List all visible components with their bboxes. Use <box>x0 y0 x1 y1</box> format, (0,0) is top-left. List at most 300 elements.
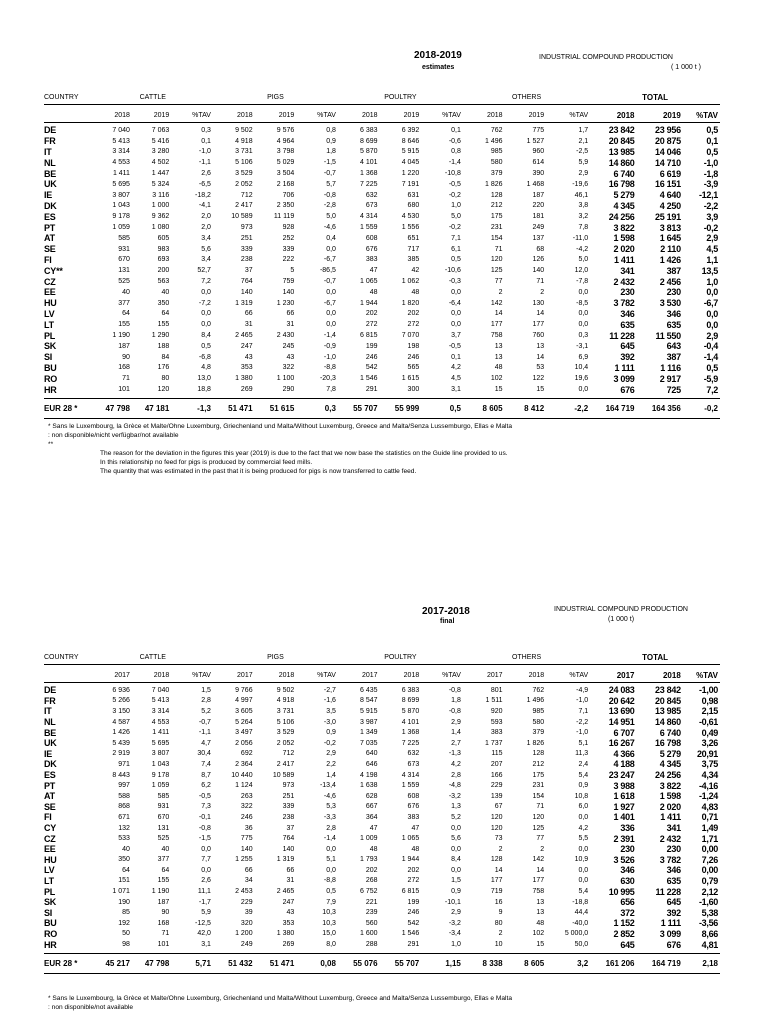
table-cell: 5 264 <box>235 718 253 726</box>
table-cell: 3 099 <box>659 928 681 939</box>
table-cell: 168 <box>118 364 130 372</box>
table-cell: 291 <box>365 386 378 394</box>
table-cell: 0,79 <box>701 875 718 886</box>
table-cell: 1 496 <box>526 697 545 705</box>
table-cell: 5 279 <box>659 748 681 759</box>
table-cell: 190 <box>118 898 130 906</box>
country-code: SK <box>44 341 57 352</box>
table-cell: 0,0 <box>326 845 336 853</box>
table-cell: 6,0 <box>578 803 589 811</box>
table-row <box>44 125 720 136</box>
table-cell: -2,7 <box>323 686 336 694</box>
table-cell: -6,7 <box>703 298 718 309</box>
country-code: EE <box>44 287 56 298</box>
table-cell: 379 <box>532 729 545 737</box>
table-cell: 346 <box>620 865 635 876</box>
table-cell: 9 178 <box>112 213 130 221</box>
table-cell: 5,6 <box>201 245 211 253</box>
table-cell: 1 826 <box>526 739 545 747</box>
table-cell: 1,3 <box>451 803 461 811</box>
table-cell: 11 119 <box>273 213 295 221</box>
table-row <box>44 812 720 823</box>
table-cell: 973 <box>240 224 253 232</box>
eu-total-cell: 164 719 <box>605 403 635 413</box>
table-cell: 8,66 <box>701 928 718 939</box>
table-cell: 383 <box>490 729 503 737</box>
table-cell: 0,4 <box>326 234 336 242</box>
table-cell: 3,26 <box>701 738 718 749</box>
eu-total-cell: 161 206 <box>605 958 635 968</box>
country-code: AT <box>44 791 55 802</box>
table-cell: 20 845 <box>608 136 635 147</box>
table-cell: 199 <box>407 898 420 906</box>
table-cell: -6,5 <box>198 180 211 188</box>
table-row <box>44 341 720 352</box>
table-cell: 67 <box>494 803 503 811</box>
eu-total-label: EUR 28 * <box>44 403 78 413</box>
table-cell: 667 <box>365 803 378 811</box>
table-cell: 0,00 <box>701 844 718 855</box>
table-cell: 16 798 <box>655 738 681 749</box>
table-cell: 1 944 <box>360 299 378 307</box>
table-cell: 199 <box>365 342 378 350</box>
table-cell: -0,8 <box>448 707 461 715</box>
table-cell: 3 150 <box>112 707 130 715</box>
table-cell: 7,1 <box>451 234 461 242</box>
column-header-2017: 2017 <box>362 671 378 679</box>
table-cell: 339 <box>282 803 295 811</box>
table-cell: 139 <box>490 792 503 800</box>
table-cell: 14 <box>494 866 503 874</box>
table-cell: 580 <box>532 718 545 726</box>
table-cell: 1 546 <box>401 930 420 938</box>
table-cell: 2 <box>498 288 503 296</box>
table-cell: -4,2 <box>576 245 589 253</box>
table-cell: 120 <box>157 386 170 394</box>
table-cell: 9 576 <box>276 126 295 134</box>
table-cell: 1,5 <box>451 877 461 885</box>
table-cell: 25 191 <box>655 211 681 222</box>
table-cell: -3,1 <box>576 342 589 350</box>
table-cell: 246 <box>407 353 420 361</box>
table-cell: 563 <box>157 278 170 286</box>
country-code: SI <box>44 352 53 363</box>
table-cell: 0,0 <box>451 288 461 296</box>
table-cell: 3 822 <box>659 780 681 791</box>
table-cell: 142 <box>490 299 503 307</box>
country-code: IE <box>44 748 53 759</box>
table-cell: 198 <box>407 342 420 350</box>
column-header-tav: %TAV <box>192 671 211 679</box>
table-cell: 154 <box>532 792 545 800</box>
table-cell: 0,0 <box>706 308 718 319</box>
table-cell: -19,6 <box>572 180 589 188</box>
table-cell: -1,5 <box>323 159 336 167</box>
table-cell: 64 <box>161 866 170 874</box>
table-cell: -1,4 <box>323 835 336 843</box>
column-header-tav: %TAV <box>317 111 336 119</box>
table-title: 2018-2019 <box>414 50 462 61</box>
table-cell: 15 <box>536 941 545 949</box>
eu-total-cell: 0,5 <box>449 403 461 413</box>
table-cell: 1 190 <box>112 332 130 340</box>
table-cell: 212 <box>532 760 545 768</box>
table-row <box>44 298 720 309</box>
table-cell: 5 266 <box>112 697 130 705</box>
table-cell: 706 <box>282 191 295 199</box>
table-cell: 758 <box>532 888 545 896</box>
eu-total-cell: 8 605 <box>482 403 503 413</box>
table-cell: 5,38 <box>701 907 718 918</box>
table-cell: 52,7 <box>197 267 211 275</box>
table-cell: 0,1 <box>201 137 211 145</box>
table-cell: 392 <box>620 352 635 363</box>
country-code: PL <box>44 886 56 897</box>
table-cell: 246 <box>407 909 420 917</box>
table-cell: 336 <box>620 823 635 834</box>
table-cell: 31 <box>244 321 253 329</box>
table-cell: 131 <box>157 824 170 832</box>
table-cell: 764 <box>282 835 295 843</box>
column-header-2017: 2017 <box>237 671 253 679</box>
table-cell: 2 364 <box>235 760 253 768</box>
table-cell: 931 <box>157 803 170 811</box>
table-cell: 1 000 <box>151 202 170 210</box>
table-cell: 0,0 <box>578 845 589 853</box>
table-cell: 631 <box>407 191 420 199</box>
table-cell: 3,9 <box>706 211 718 222</box>
table-cell: -1,0 <box>576 697 589 705</box>
group-header-others: OTHERS <box>511 94 542 102</box>
eu-total-cell: -2,2 <box>574 403 589 413</box>
country-code: NL <box>44 157 56 168</box>
table-row <box>44 265 720 276</box>
table-cell: 7,2 <box>706 384 718 395</box>
table-cell: 16 <box>494 898 503 906</box>
table-cell: -1,4 <box>448 159 461 167</box>
table-cell: 525 <box>118 278 130 286</box>
table-cell: 3 782 <box>659 854 681 865</box>
table-cell: 239 <box>365 909 378 917</box>
table-cell: 101 <box>157 941 170 949</box>
table-cell: 128 <box>532 750 545 758</box>
table-cell: -6,4 <box>448 299 461 307</box>
table-row <box>44 844 720 855</box>
table-cell: 646 <box>365 760 378 768</box>
table-cell: -86,5 <box>319 267 336 275</box>
table-cell: 238 <box>240 256 253 264</box>
table-cell: 1 380 <box>276 930 295 938</box>
table-cell: 2,9 <box>706 330 718 341</box>
table-cell: 2 <box>498 930 503 938</box>
table-cell: 341 <box>666 823 681 834</box>
table-cell: 3,7 <box>451 332 461 340</box>
table-cell: 5,4 <box>578 888 589 896</box>
table-cell: 0,5 <box>326 888 336 896</box>
table-cell: 42 <box>411 267 420 275</box>
table-cell: 6 707 <box>613 727 635 738</box>
table-cell: 379 <box>490 170 503 178</box>
table-cell: 971 <box>118 760 130 768</box>
table-cell: 3 504 <box>276 170 295 178</box>
table-cell: 47 <box>369 267 378 275</box>
table-cell: 4,5 <box>706 244 718 255</box>
table-cell: 4 918 <box>276 697 295 705</box>
table-cell: 533 <box>118 835 130 843</box>
country-code: FI <box>44 254 52 265</box>
table-cell: 175 <box>490 213 503 221</box>
table-row <box>44 287 720 298</box>
table-cell: 12,0 <box>574 267 589 275</box>
table-cell: 3 798 <box>276 148 295 156</box>
country-code: PT <box>44 222 56 233</box>
eu-total-row <box>44 953 720 973</box>
table-cell: 1 319 <box>235 299 253 307</box>
table-cell: -1,24 <box>698 791 718 802</box>
table-cell: 1 559 <box>360 224 378 232</box>
table-cell: 3,8 <box>578 202 589 210</box>
table-cell: 801 <box>490 686 503 694</box>
table-cell: 238 <box>282 813 295 821</box>
table-cell: 1 152 <box>613 918 635 929</box>
table-cell: 3,75 <box>701 759 718 770</box>
table-cell: 1,7 <box>578 126 589 134</box>
table-cell: 175 <box>532 771 545 779</box>
table-cell: 1 638 <box>360 782 378 790</box>
table-cell: 3 314 <box>151 707 170 715</box>
table-cell: 5 029 <box>276 159 295 167</box>
table-cell: 628 <box>365 792 378 800</box>
eu-total-cell: 51 471 <box>228 403 253 413</box>
table-cell: 15,0 <box>322 930 336 938</box>
column-header-2019: 2019 <box>403 111 420 119</box>
table-cell: -7,2 <box>198 299 211 307</box>
table-cell: 8,7 <box>201 771 211 779</box>
table-cell: 14 <box>536 310 545 318</box>
table-cell: 125 <box>490 267 503 275</box>
table-cell: 3 731 <box>235 148 253 156</box>
table-cell: -0,2 <box>448 224 461 232</box>
table-cell: 3 731 <box>276 707 295 715</box>
table-cell: 229 <box>240 898 253 906</box>
table-cell: 0,0 <box>326 310 336 318</box>
table-cell: -0,9 <box>323 342 336 350</box>
group-header-row <box>44 652 720 664</box>
table-cell: 6 619 <box>659 168 681 179</box>
table-cell: 1 349 <box>360 729 378 737</box>
table-cell: 48 <box>411 288 420 296</box>
table-cell: 220 <box>532 202 545 210</box>
table-right-title: INDUSTRIAL COMPOUND PRODUCTION <box>554 606 688 613</box>
table-row <box>44 759 720 770</box>
table-cell: 1 820 <box>401 299 420 307</box>
country-code: HU <box>44 854 57 865</box>
table-cell: -3,2 <box>448 792 461 800</box>
table-cell: 353 <box>282 919 295 927</box>
table-cell: -0,7 <box>198 718 211 726</box>
table-cell: 4 502 <box>151 159 170 167</box>
table-cell: 18,8 <box>197 386 211 394</box>
table-cell: 5,0 <box>451 213 461 221</box>
country-code: FR <box>44 695 56 706</box>
column-header-tav: %TAV <box>442 111 461 119</box>
table-cell: 868 <box>118 803 130 811</box>
table-cell: 3 782 <box>613 298 635 309</box>
table-row <box>44 929 720 940</box>
table-cell: 5 416 <box>151 137 170 145</box>
country-code: LV <box>44 865 55 876</box>
table-cell: 6 435 <box>360 686 378 694</box>
table-cell: 0,98 <box>701 695 718 706</box>
table-row <box>44 179 720 190</box>
table-cell: 1 411 <box>112 170 130 178</box>
table-cell: 120 <box>532 813 545 821</box>
country-code: AT <box>44 233 55 244</box>
table-cell: 80 <box>161 375 170 383</box>
table-cell: 2 456 <box>659 276 681 287</box>
table-cell: 643 <box>666 341 681 352</box>
table-cell: 16 267 <box>608 738 635 749</box>
table-cell: 1,0 <box>451 941 461 949</box>
table-cell: 31 <box>286 877 295 885</box>
table-cell: 1 368 <box>401 729 420 737</box>
table-cell: 1 290 <box>151 332 170 340</box>
table-cell: 11 228 <box>609 330 635 341</box>
table-cell: 635 <box>666 875 681 886</box>
table-cell: 920 <box>490 707 503 715</box>
table-cell: 997 <box>118 782 130 790</box>
table-cell: 3,2 <box>578 213 589 221</box>
table-cell: 385 <box>407 256 420 264</box>
column-header-tav: %TAV <box>317 671 336 679</box>
table-cell: 645 <box>620 341 635 352</box>
table-cell: 10,8 <box>574 792 589 800</box>
table-cell: 8 646 <box>401 137 420 145</box>
table-cell: 0,0 <box>578 321 589 329</box>
table-cell: -1,1 <box>198 159 211 167</box>
table-cell: 252 <box>282 234 295 242</box>
table-cell: 5,3 <box>326 803 336 811</box>
table-cell: 7 040 <box>112 126 130 134</box>
table-2018-2019-section <box>44 40 724 480</box>
table-cell: 66 <box>286 866 295 874</box>
table-cell: 3 807 <box>112 191 130 199</box>
footnotes <box>48 994 718 1012</box>
table-cell: 322 <box>282 364 295 372</box>
table-cell: -4,1 <box>198 202 211 210</box>
table-cell: 762 <box>532 686 545 694</box>
country-code: DE <box>44 685 57 696</box>
table-cell: 3 530 <box>659 298 681 309</box>
table-cell: 202 <box>365 866 378 874</box>
table-cell: 90 <box>161 909 170 917</box>
table-cell: 24 256 <box>655 770 681 781</box>
table-cell: 155 <box>157 321 170 329</box>
table-cell: 36 <box>244 824 253 832</box>
column-header-2018: 2018 <box>528 671 545 679</box>
table-cell: 5 324 <box>151 180 170 188</box>
country-code: HR <box>44 384 57 395</box>
table-cell: 542 <box>365 364 378 372</box>
table-row <box>44 244 720 255</box>
table-subtitle: estimates <box>422 64 455 71</box>
table-cell: 4 345 <box>659 759 681 770</box>
table-cell: 14 <box>536 353 545 361</box>
table-title: 2017-2018 <box>422 606 470 617</box>
footnote-line: In this relationship no feed for pigs is produced by commercial feed mills. <box>100 459 313 466</box>
table-cell: 4 250 <box>659 200 681 211</box>
country-code: ES <box>44 211 56 222</box>
column-header-2018: 2018 <box>616 110 635 120</box>
table-cell: 2,0 <box>201 224 211 232</box>
table-cell: 2 052 <box>276 739 295 747</box>
table-row <box>44 770 720 781</box>
table-cell: 3 813 <box>659 222 681 233</box>
table-cell: 0,0 <box>578 386 589 394</box>
table-cell: 37 <box>244 267 253 275</box>
table-cell: 200 <box>157 267 170 275</box>
group-header-others: OTHERS <box>511 654 542 662</box>
table-cell: 43 <box>286 353 295 361</box>
table-cell: 155 <box>157 877 170 885</box>
table-cell: 2 432 <box>613 276 635 287</box>
column-header-2017: 2017 <box>616 670 635 680</box>
table-cell: 7,9 <box>326 898 336 906</box>
table-cell: 4 640 <box>659 190 681 201</box>
eu-total-cell: 1,15 <box>445 958 461 968</box>
table-cell: 4 530 <box>401 213 420 221</box>
table-cell: 2 432 <box>659 833 681 844</box>
table-row <box>44 190 720 201</box>
table-cell: -0,8 <box>448 686 461 694</box>
table-cell: 350 <box>157 299 170 307</box>
column-header-2018: 2018 <box>486 111 503 119</box>
column-header-2019: 2019 <box>153 111 170 119</box>
table-cell: 928 <box>282 224 295 232</box>
table-cell: 0,0 <box>451 866 461 874</box>
table-cell: 154 <box>490 234 503 242</box>
table-cell: 9 <box>498 909 503 917</box>
table-cell: 128 <box>490 856 503 864</box>
table-cell: 120 <box>490 813 503 821</box>
table-cell: 115 <box>491 750 503 758</box>
country-code: UK <box>44 179 57 190</box>
table-cell: 364 <box>365 813 378 821</box>
table-cell: -10,8 <box>444 170 461 178</box>
table-cell: 2,4 <box>578 760 589 768</box>
table-cell: 24 256 <box>608 211 635 222</box>
table-cell: 288 <box>365 941 378 949</box>
table-cell: 0,0 <box>451 321 461 329</box>
table-cell: 3,4 <box>201 256 211 264</box>
table-cell: -3,56 <box>698 918 718 929</box>
table-row <box>44 319 720 330</box>
eu-total-cell: 51 471 <box>269 958 295 968</box>
eu-total-cell: 8 338 <box>482 958 503 968</box>
table-cell: 390 <box>532 170 545 178</box>
group-header-row <box>44 92 720 104</box>
table-row <box>44 276 720 287</box>
country-code: DE <box>44 125 57 136</box>
table-cell: -1,8 <box>703 168 718 179</box>
table-cell: 1 645 <box>659 233 681 244</box>
table-cell: 760 <box>532 332 545 340</box>
table-cell: 7 225 <box>360 180 378 188</box>
table-cell: 0,5 <box>706 125 718 136</box>
table-cell: -0,3 <box>448 278 461 286</box>
table-cell: 377 <box>118 299 130 307</box>
eu-total-cell: 55 999 <box>394 403 420 413</box>
